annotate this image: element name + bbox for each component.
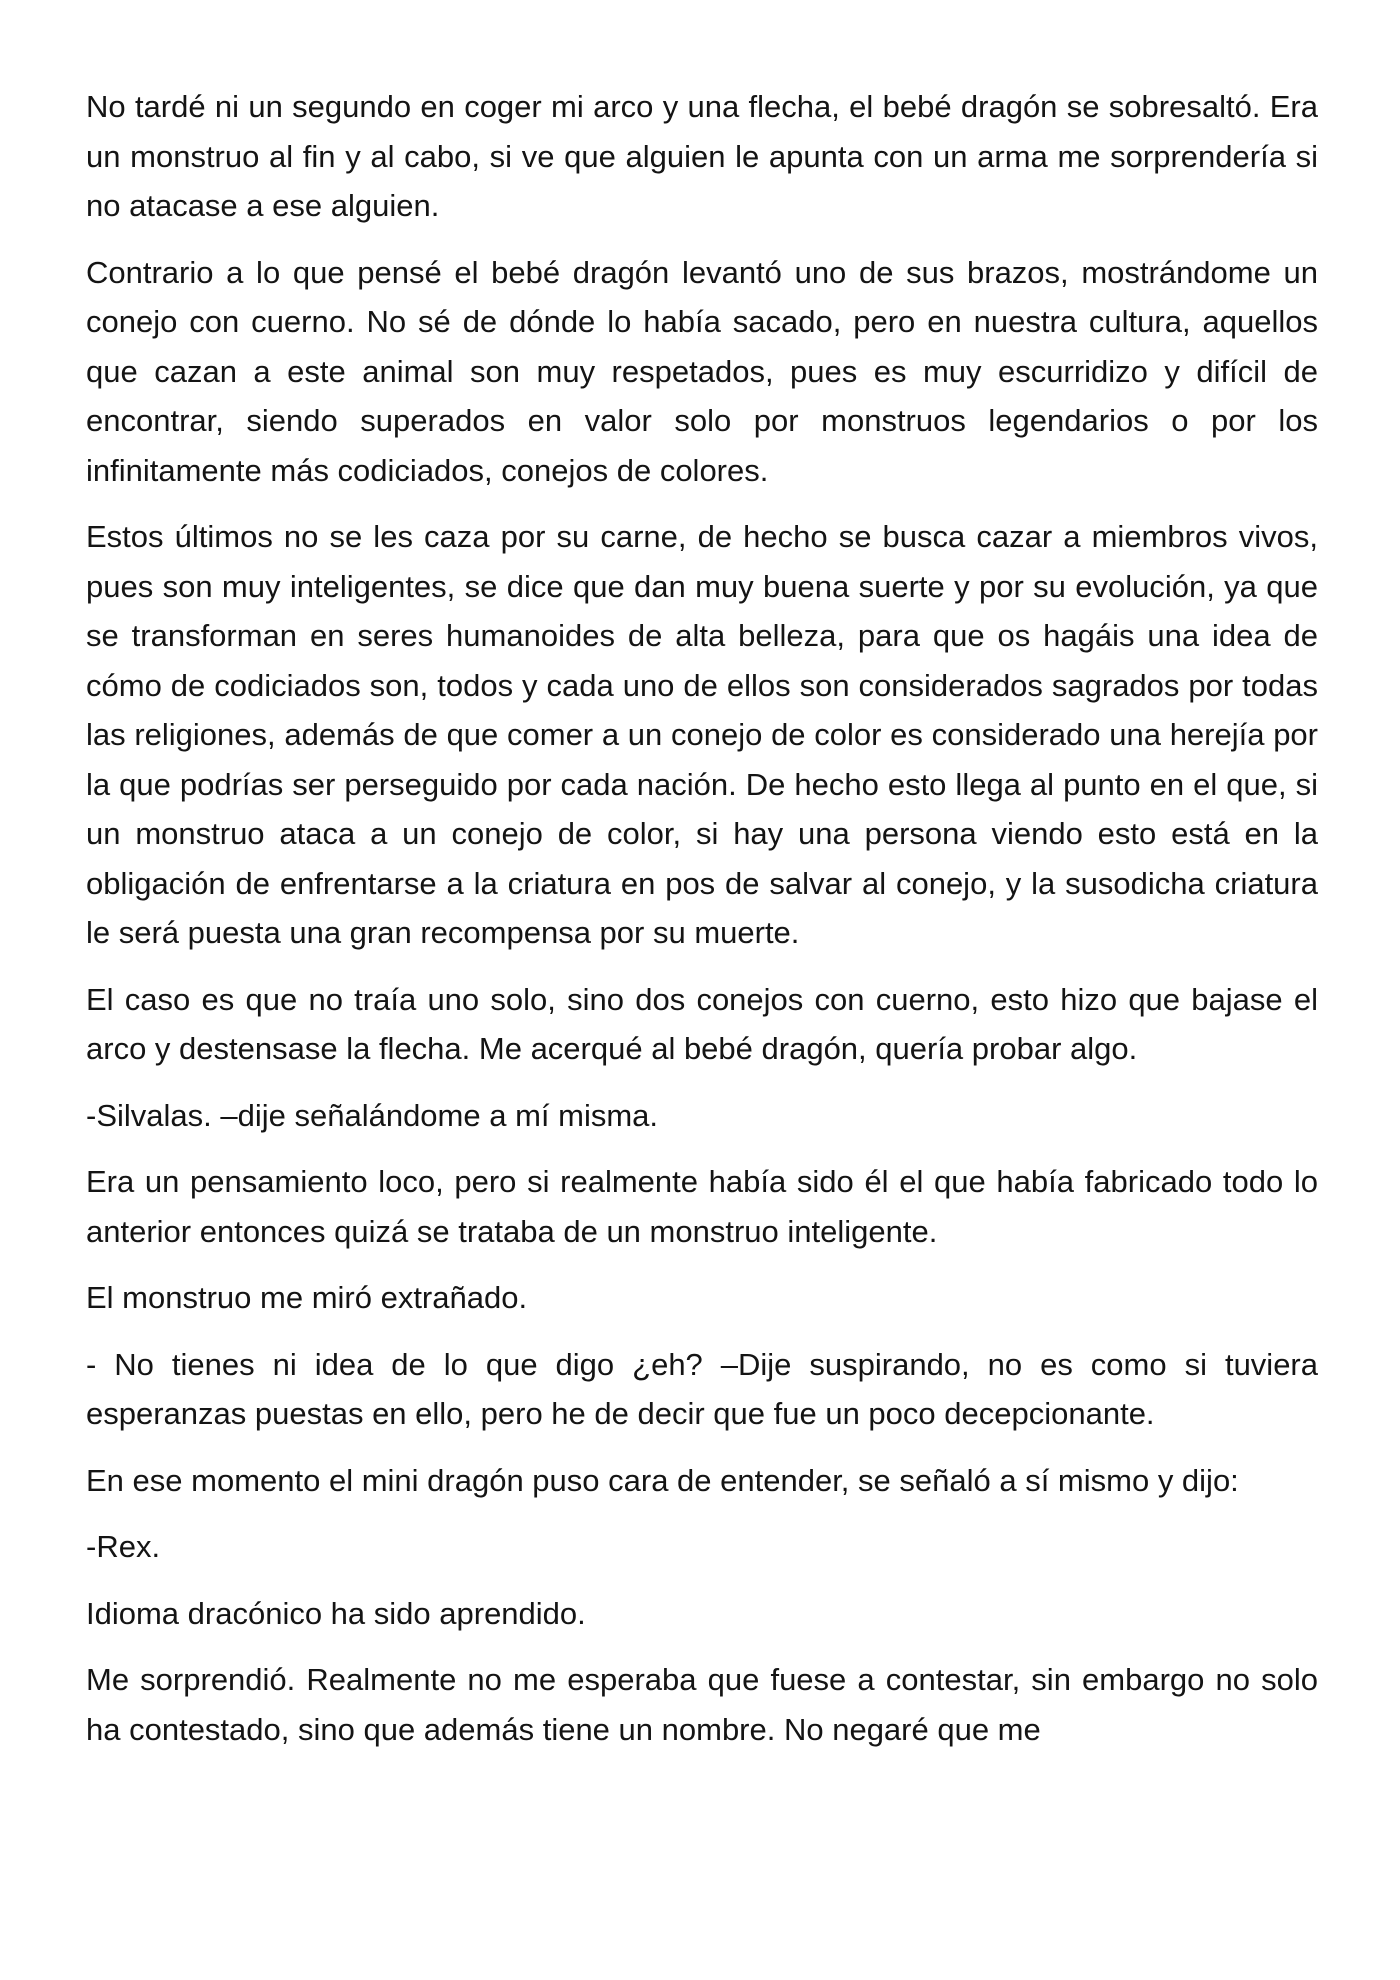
paragraph-4: El caso es que no traía uno solo, sino dos conejos con cuerno, esto hizo que bajase el arco y destensase la flecha. Me acerqué al bebé dragón, quería probar algo.	[86, 981, 1318, 1066]
paragraph-5-dialogue: -Silvalas. –dije señalándome a mí misma.	[86, 1097, 659, 1133]
paragraph-12: Me sorprendió. Realmente no me esperaba que fuese a contestar, sin embargo no solo ha contestado, sino que además tiene un nombre. No negaré que me	[86, 1662, 1318, 1747]
paragraph-3: Estos últimos no se les caza por su carne, de hecho se busca cazar a miembros vivos, pues son muy inteligentes, se dice que dan muy buena suerte y por su evolución, ya que se transforman en seres humanoides de alta belleza, para que os hagáis una idea de cómo de codiciados son, todos y cada uno de ellos son considerados sagrados por todas las religiones, además de que comer a un conejo de color es considerado una herejía por la que podrías ser perseguido por cada nación. De hecho esto llega al punto en el que, si un monstruo ataca a un conejo de color, si hay una persona viendo esto está en la obligación de enfrentarse a la criatura en pos de salvar al conejo, y la susodicha criatura le será puesta una gran recompensa por su muerte.	[86, 519, 1318, 950]
paragraph-10-dialogue: -Rex.	[86, 1529, 161, 1564]
document-page	[86, 82, 1318, 1771]
paragraph-6: Era un pensamiento loco, pero si realmente había sido él el que había fabricado todo lo anterior entonces quizá se trataba de un monstruo inteligente.	[86, 1164, 1318, 1249]
paragraph-9: En ese momento el mini dragón puso cara de entender, se señaló a sí mismo y dijo:	[86, 1462, 1239, 1498]
paragraph-8-dialogue: - No tienes ni idea de lo que digo ¿eh? –Dije suspirando, no es como si tuviera esperanzas puestas en ello, pero he de decir que fue un poco decepcionante.	[86, 1346, 1318, 1431]
paragraph-2: Contrario a lo que pensé el bebé dragón levantó uno de sus brazos, mostrándome un conejo con cuerno. No sé de dónde lo había sacado, pero en nuestra cultura, aquellos que cazan a este animal son muy respetados, pues es muy escurridizo y difícil de encontrar, siendo superados en valor solo por monstruos legendarios o por los infinitamente más codiciados, conejos de colores.	[86, 254, 1318, 488]
paragraph-7: El monstruo me miró extrañado.	[86, 1280, 528, 1315]
paragraph-1: No tardé ni un segundo en coger mi arco y una flecha, el bebé dragón se sobresaltó. Era un monstruo al fin y al cabo, si ve que alguien le apunta con un arma me sorprendería si no atacase a ese alguien.	[86, 89, 1318, 223]
paragraph-11: Idioma dracónico ha sido aprendido.	[86, 1595, 586, 1631]
